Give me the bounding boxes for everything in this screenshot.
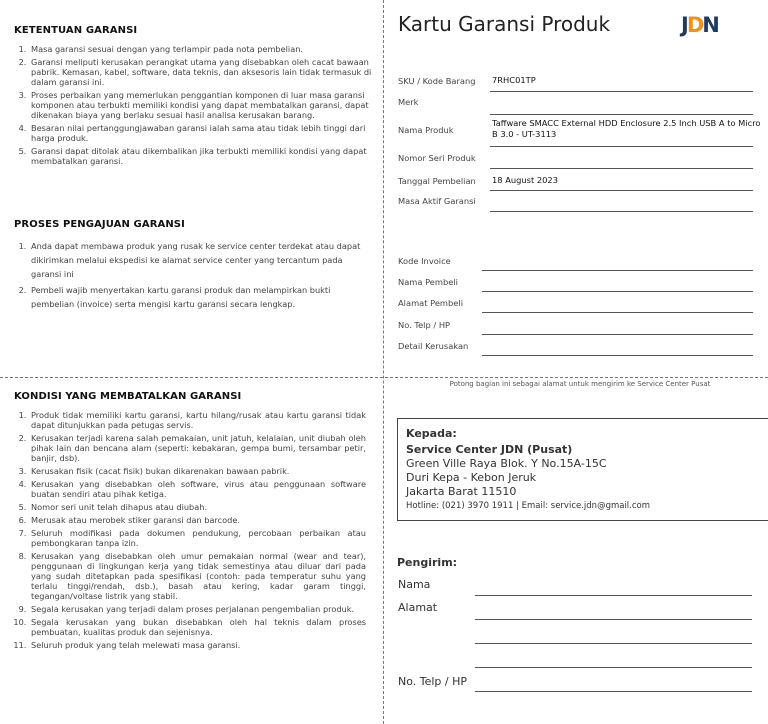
recipient-name: Service Center JDN (Pusat) <box>406 443 573 456</box>
sender-title: Pengirim: <box>397 556 458 569</box>
pembeli-label: Nama Pembeli <box>398 277 458 287</box>
detail-kerusakan-label: Detail Kerusakan <box>398 341 469 351</box>
kondisi-title: KONDISI YANG MEMBATALKAN GARANSI <box>14 391 242 402</box>
list-item: 4. Kerusakan yang disebabkan oleh software, virus atau penggunaan software buatan sendiri atau pihak ketiga. <box>29 479 366 499</box>
sender-address-underline <box>475 643 752 644</box>
list-item: 2. Garansi meliputi kerusakan perangkat utama yang disebabkan oleh cacat bawaan pabrik. Kemasan, kabel, software, data teknis, dan aksesoris lain tidak termasuk di dalam garansi ini. <box>29 57 374 87</box>
list-item: 1. Produk tidak memiliki kartu garansi, kartu hilang/rusak atau kartu garansi tidak dapat ditunjukkan pada petugas servis. <box>29 410 366 430</box>
list-item: 1. Anda dapat membawa produk yang rusak ke service center terdekat atau dapat dikirimkan melalui ekspedisi ke alamat service center yang tercantum pada garansi ini <box>29 239 370 281</box>
invoice-underline <box>482 270 753 271</box>
detail-kerusakan-underline <box>482 355 753 356</box>
ketentuan-list <box>14 44 374 169</box>
vertical-cut-line <box>383 0 384 724</box>
list-item: 9. Segala kerusakan yang terjadi dalam proses perjalanan pengembalian produk. <box>29 604 366 614</box>
tanggal-value: 18 August 2023 <box>492 175 558 185</box>
list-item: 2. Kerusakan terjadi karena salah pemakaian, unit jatuh, kelalaian, unit diubah oleh pihak lain dan bencana alam (seperti: kebakaran, gempa bumi, tersambar petir, banjir, dsb). <box>29 433 366 463</box>
sender-address-label: Alamat <box>398 601 438 614</box>
nama-produk-label: Nama Produk <box>398 125 454 135</box>
proses-title: PROSES PENGAJUAN GARANSI <box>14 219 185 230</box>
sku-value: 7RHC01TP <box>492 75 536 85</box>
nama-produk-underline <box>490 146 753 147</box>
masa-label: Masa Aktif Garansi <box>398 196 476 206</box>
recipient-title: Kepada: <box>406 427 457 440</box>
logo-letter: N <box>702 13 718 37</box>
sender-phone-label: No. Telp / HP <box>398 675 468 688</box>
list-item: 1. Masa garansi sesuai dengan yang terlampir pada nota pembelian. <box>29 44 374 54</box>
list-item: 7. Seluruh modifikasi pada dokumen pendukung, percobaan perbaikan atau pembongkaran tanpa izin. <box>29 528 366 548</box>
list-item: 2. Pembeli wajib menyertakan kartu garansi produk dan melampirkan bukti pembelian (invoice) serta mengisi kartu garansi secara lengkap. <box>29 283 370 311</box>
cut-note: Potong bagian ini sebagai alamat untuk mengirim ke Service Center Pusat <box>449 380 711 388</box>
jdn-logo <box>681 13 733 39</box>
recipient-address-line: Green Ville Raya Blok. Y No.15A-15C <box>406 457 607 470</box>
recipient-address-line: Jakarta Barat 11510 <box>406 485 517 498</box>
seri-label: Nomor Seri Produk <box>398 153 476 163</box>
merk-underline <box>490 114 753 115</box>
sender-phone-underline <box>475 691 752 692</box>
merk-label: Merk <box>398 97 419 107</box>
list-item: 3. Proses perbaikan yang memerlukan penggantian komponen di luar masa garansi komponen atau terbukti memiliki kondisi yang dapat membatalkan garansi, dapat dikenakan biaya yang berlaku sesuai hasil analisa kerusakan barang. <box>29 90 374 120</box>
list-item: 11. Seluruh produk yang telah melewati masa garansi. <box>29 640 366 650</box>
list-item: 4. Besaran nilai pertanggungjawaban garansi ialah sama atau tidak lebih tinggi dari harga produk. <box>29 123 374 143</box>
sender-name-underline <box>475 595 752 596</box>
kondisi-list <box>14 410 366 653</box>
sender-name-label: Nama <box>398 578 431 591</box>
telp-underline <box>482 334 753 335</box>
list-item: 6. Merusak atau merobek stiker garansi dan barcode. <box>29 515 366 525</box>
list-item: 10. Segala kerusakan yang bukan disebabkan oleh hal teknis dalam proses pembuatan, kualitas produk dan sejenisnya. <box>29 617 366 637</box>
sku-underline <box>490 91 753 92</box>
pembeli-underline <box>482 291 753 292</box>
tanggal-label: Tanggal Pembelian <box>398 176 476 186</box>
ketentuan-title: KETENTUAN GARANSI <box>14 25 138 36</box>
logo-letter: D <box>686 13 703 37</box>
tanggal-underline <box>490 190 753 191</box>
sender-address-underline <box>475 667 752 668</box>
horizontal-cut-line <box>0 377 768 378</box>
list-item: 5. Nomor seri unit telah dihapus atau diubah. <box>29 502 366 512</box>
list-item: 8. Kerusakan yang disebabkan oleh umur pemakaian normal (wear and tear), penggunaan di lingkungan kerja yang tidak semestinya atau diluar dari pada yang sudah ditetapkan pada spesifikasi (contoh: pada temperatur suhu yang terlalu tinggi/rendah, dsb.), basah atau kering, kadar garam tinggi, tegangan/voltase listrik yang stabil. <box>29 551 366 601</box>
recipient-box <box>397 418 768 521</box>
seri-underline <box>490 168 753 169</box>
recipient-address-line: Duri Kepa - Kebon Jeruk <box>406 471 537 484</box>
sender-address-underline <box>475 619 752 620</box>
sku-label: SKU / Kode Barang <box>398 76 476 86</box>
alamat-pembeli-label: Alamat Pembeli <box>398 298 463 308</box>
nama-produk-value: Taffware SMACC External HDD Enclosure 2.5 Inch USB A to Micro B 3.0 - UT-3113 <box>492 118 761 139</box>
card-title: Kartu Garansi Produk <box>398 12 611 36</box>
alamat-pembeli-underline <box>482 312 753 313</box>
list-item: 3. Kerusakan fisik (cacat fisik) bukan dikarenakan bawaan pabrik. <box>29 466 366 476</box>
logo-letter: J <box>681 13 687 37</box>
list-item: 5. Garansi dapat ditolak atau dikembalikan jika terbukti memiliki kondisi yang dapat membatalkan garansi. <box>29 146 374 166</box>
masa-underline <box>490 211 753 212</box>
invoice-label: Kode Invoice <box>398 256 451 266</box>
recipient-contact: Hotline: (021) 3970 1911 | Email: service.jdn@gmail.com <box>406 501 651 511</box>
telp-label: No. Telp / HP <box>398 320 451 330</box>
proses-list <box>14 239 370 314</box>
